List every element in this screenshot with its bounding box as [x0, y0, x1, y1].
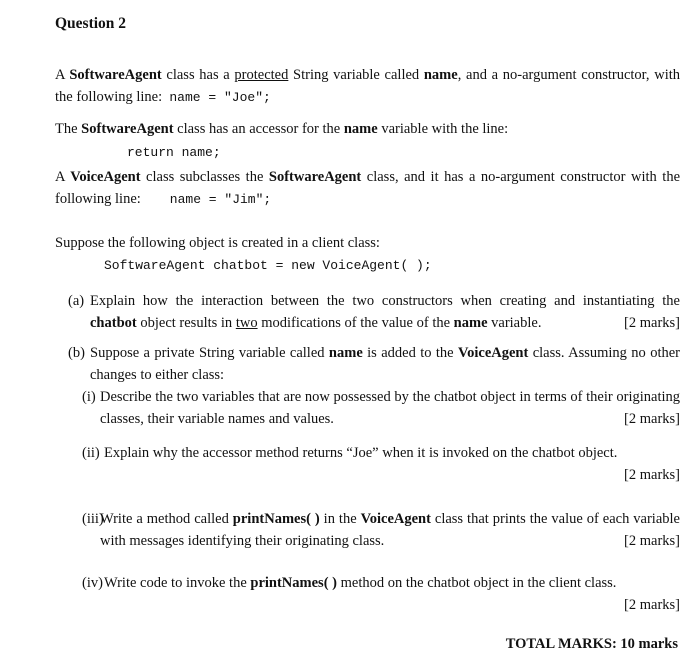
part-b-i-text: Describe the two variables that are now possessed by the chatbot object in terms of their originating classes, their variable names and values. — [100, 389, 680, 427]
client-paragraph: Suppose the following object is created in a client class: — [55, 235, 380, 251]
part-b-bold-name: name — [328, 345, 363, 361]
part-b-iii-marks: [2 marks] — [624, 533, 680, 549]
part-b-iv-text: method on the chatbot object in the client class. — [336, 575, 617, 591]
code-create-chatbot: SoftwareAgent chatbot = new VoiceAgent( ); — [104, 258, 432, 273]
code-return-name: return name; — [127, 145, 221, 160]
part-a-label: (a) — [68, 293, 85, 309]
p1-text: , and a no-argument constructor, with the following line: — [55, 67, 680, 105]
p3-code-name-jim: name = "Jim"; — [169, 192, 272, 207]
part-b-ii-marks: [2 marks] — [624, 467, 680, 483]
p1-code-name-joe: name = "Joe"; — [169, 90, 271, 105]
part-b-iv-bold-printnames: printNames( ) — [250, 575, 337, 591]
part-a-bold-name: name — [453, 315, 488, 331]
part-b-iii-body — [100, 508, 680, 552]
p1-bold-softwareagent: SoftwareAgent — [69, 67, 162, 83]
p1-text: String variable called — [288, 67, 424, 83]
question-heading: Question 2 — [55, 15, 127, 32]
p1-underlined-protected: protected — [234, 67, 289, 83]
p2-text: class has an accessor for the — [173, 121, 344, 137]
part-b-body — [90, 342, 680, 386]
part-b-iv-marks: [2 marks] — [624, 597, 680, 613]
p1-text: A — [55, 67, 70, 83]
part-b-i-marks: [2 marks] — [624, 411, 680, 427]
p2-text: variable with the line: — [377, 121, 509, 137]
part-b-i-body — [100, 386, 680, 430]
p1-bold-name: name — [423, 67, 458, 83]
part-b-text: class. Assuming no other changes to either class: — [90, 345, 680, 383]
accessor-paragraph — [55, 118, 680, 140]
total-marks: TOTAL MARKS: 10 marks — [505, 636, 678, 652]
p3-bold-softwareagent: SoftwareAgent — [268, 169, 362, 185]
part-b-text: is added to the — [362, 345, 458, 361]
p2-bold-softwareagent: SoftwareAgent — [81, 121, 174, 137]
part-a-bold-chatbot: chatbot — [90, 315, 137, 331]
part-b-iii-bold-voiceagent: VoiceAgent — [360, 511, 431, 527]
part-a-body — [90, 290, 680, 334]
intro-paragraph-softwareagent — [55, 64, 680, 109]
part-a-text: variable. — [487, 315, 542, 331]
part-b-iii-text: Write a method called — [100, 511, 233, 527]
part-b-i-label: (i) — [82, 389, 96, 405]
part-a-text: modifications of the value of the — [257, 315, 454, 331]
part-a-text: object results in — [136, 315, 236, 331]
part-b-text: Suppose a private String variable called — [90, 345, 329, 361]
part-b-ii-label: (ii) — [82, 445, 100, 461]
p3-text: class subclasses the — [140, 169, 269, 185]
p3-text: class, and it has a no-argument constructor with the following line: — [55, 169, 680, 207]
part-b-ii-text: Explain why the accessor method returns “Joe” when it is invoked on the chatbot object. — [104, 445, 618, 461]
p1-text: class has a — [161, 67, 235, 83]
part-b-iii-bold-printnames: printNames( ) — [232, 511, 320, 527]
part-b-iii-text: in the — [319, 511, 361, 527]
p2-text: The — [55, 121, 82, 137]
p3-text: A — [55, 169, 71, 185]
part-a-text: Explain how the interaction between the two constructors when creating and instantiating the — [90, 293, 680, 309]
part-b-iv-text: Write code to invoke the — [104, 575, 251, 591]
part-b-iii-text: class that prints the value of each variable with messages identifying their originating class. — [100, 511, 680, 549]
part-b-iii-label: (iii) — [82, 511, 104, 527]
part-b-label: (b) — [68, 345, 85, 361]
part-b-ii-body — [104, 442, 680, 464]
p3-bold-voiceagent: VoiceAgent — [70, 169, 141, 185]
part-b-iv-body — [104, 572, 680, 594]
part-a-marks: [2 marks] — [624, 315, 680, 331]
part-a-underlined-two: two — [235, 315, 258, 331]
p2-bold-name: name — [343, 121, 378, 137]
part-b-iv-label: (iv) — [82, 575, 103, 591]
part-b-bold-voiceagent: VoiceAgent — [457, 345, 529, 361]
voiceagent-paragraph — [55, 166, 680, 211]
